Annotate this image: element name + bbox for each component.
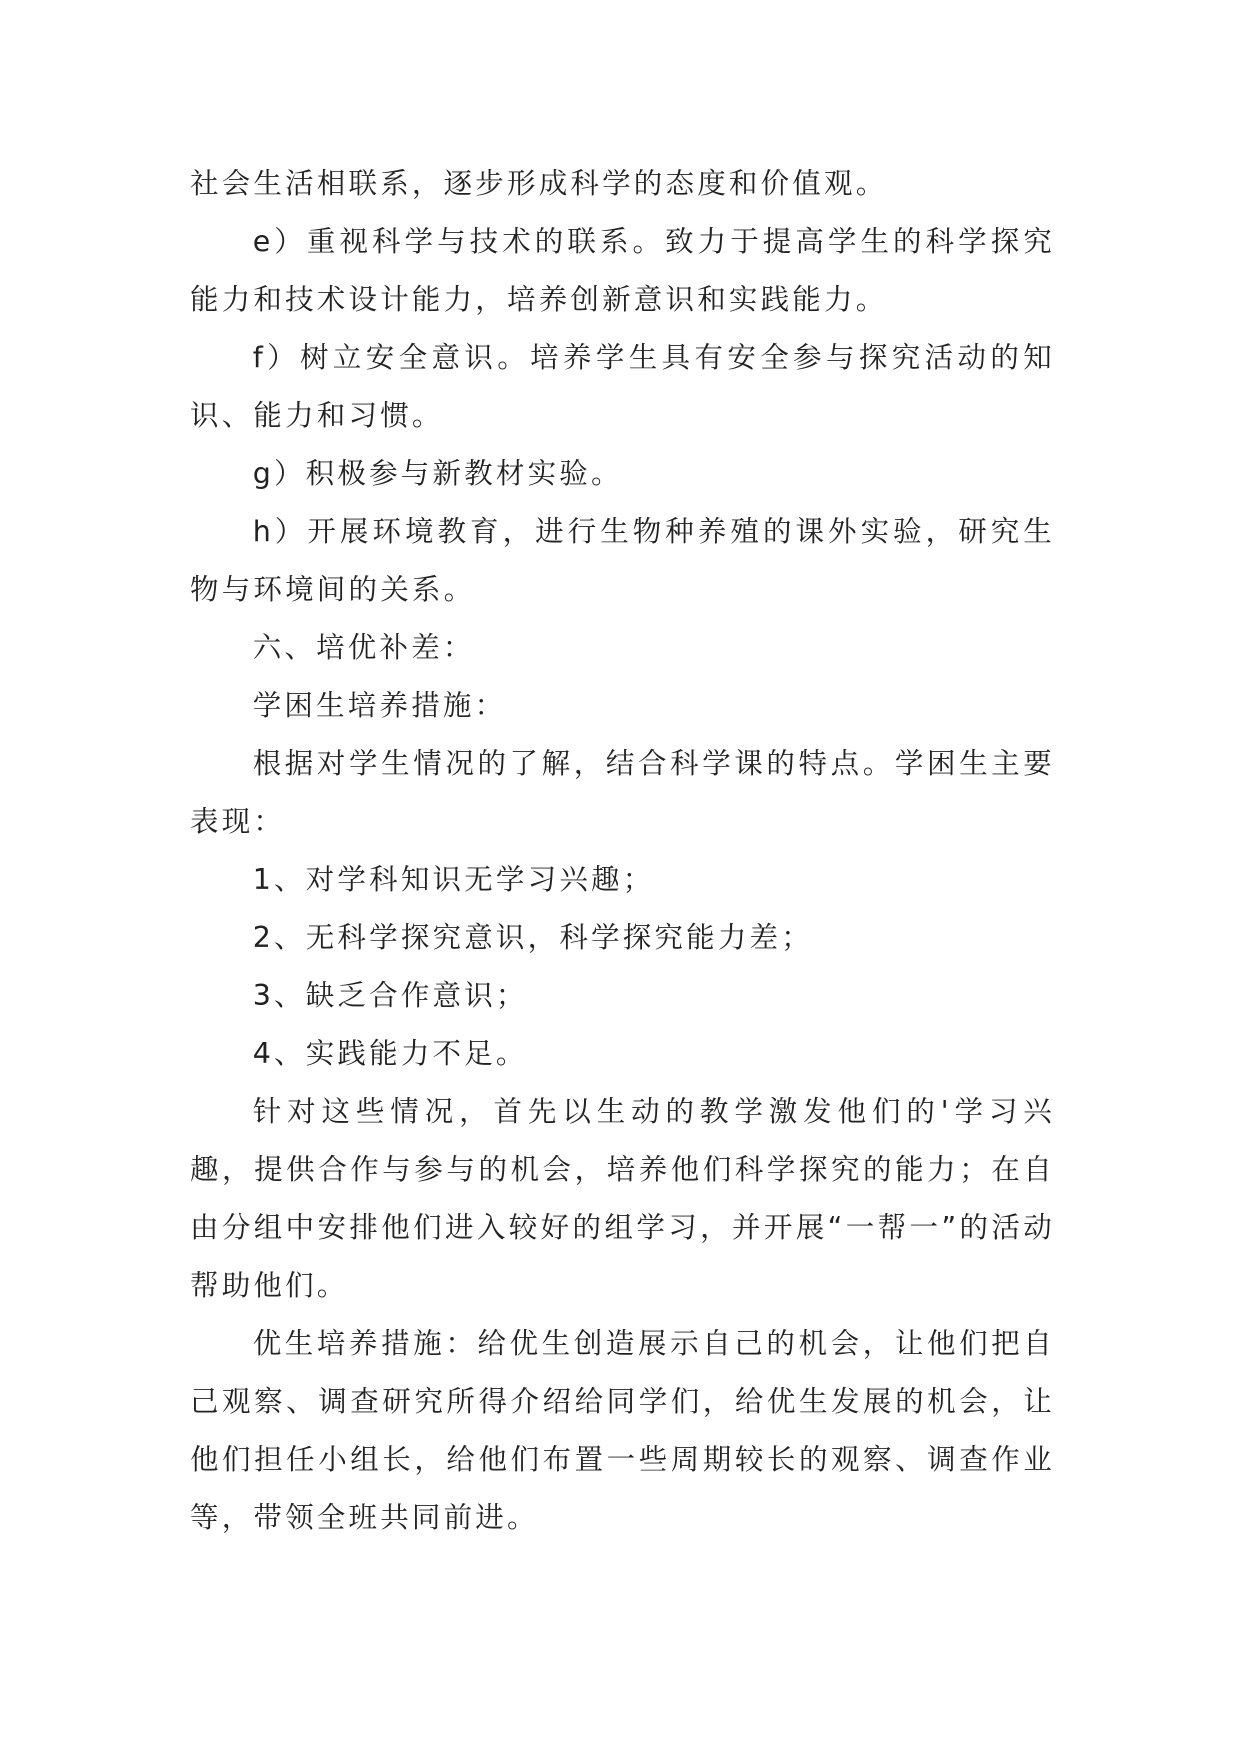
paragraph-measures: 针对这些情况，首先以生动的教学激发他们的'学习兴趣，提供合作与参与的机会，培养他们科学探究的能力；在自由分组中安排他们进入较好的组学习，并开展“一帮一”的活动帮助他们。: [190, 1095, 1055, 1302]
paragraph-values-continued: 社会生活相联系，逐步形成科学的态度和价值观。: [190, 167, 888, 200]
paragraph-struggling-intro: 根据对学生情况的了解，结合科学课的特点。学困生主要表现：: [190, 747, 1055, 838]
paragraph-top-students: 优生培养措施：给优生创造展示自己的机会，让他们把自己观察、调查研究所得介绍给同学们，给优生发展的机会，让他们担任小组长，给他们布置一些周期较长的观察、调查作业等，带领全班共同前进。: [190, 1327, 1055, 1534]
paragraph-item-h: h）开展环境教育，进行生物种养殖的课外实验，研究生物与环境间的关系。: [190, 515, 1055, 606]
paragraph-item-g: g）积极参与新教材实验。: [252, 457, 623, 490]
list-item-1: 1、对学科知识无学习兴趣；: [252, 863, 655, 896]
paragraph-item-e: e）重视科学与技术的联系。致力于提高学生的科学探究能力和技术设计能力，培养创新意识和实践能力。: [190, 225, 1055, 316]
list-item-3: 3、缺乏合作意识；: [252, 979, 528, 1012]
list-item-2: 2、无科学探究意识，科学探究能力差；: [252, 921, 813, 954]
subheading-struggling-students: 学困生培养措施：: [252, 689, 507, 722]
paragraph-item-f: f）树立安全意识。培养学生具有安全参与探究活动的知识、能力和习惯。: [190, 341, 1055, 432]
section-heading-six: 六、培优补差：: [252, 631, 475, 664]
document-page: [190, 155, 1055, 1547]
list-item-4: 4、实践能力不足。: [252, 1037, 528, 1070]
